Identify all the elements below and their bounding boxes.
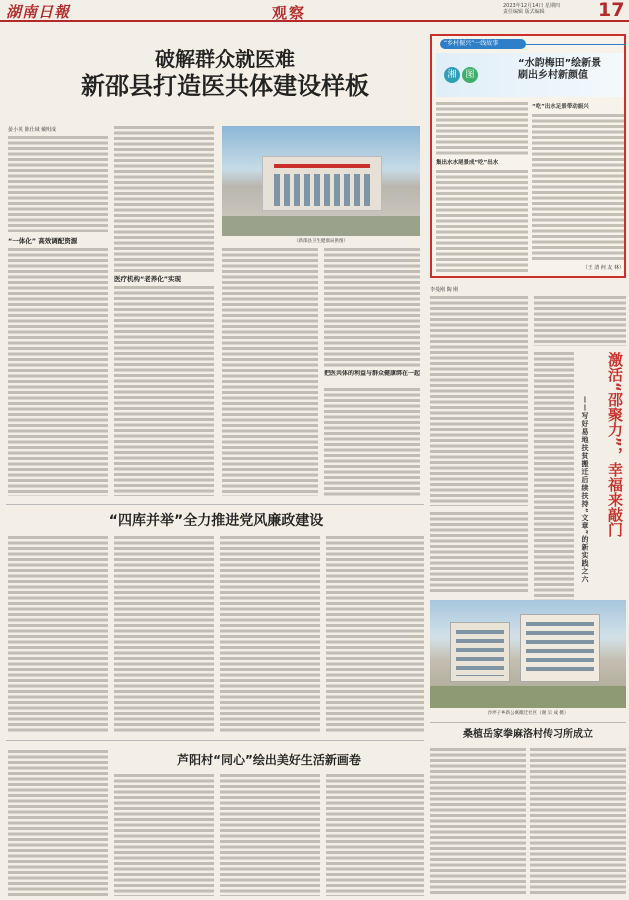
story1-text-col3 [222, 248, 318, 496]
feature-title [518, 58, 622, 82]
feature-title-line2: 刷出乡村新颜值 [518, 70, 588, 81]
story4-text-col3 [220, 774, 320, 896]
story2-text-col1 [430, 296, 528, 506]
issue-date: 2023年12月14日 星期四 [503, 3, 561, 9]
hospital-photo-caption: （新邵县卫生健康局供图） [294, 239, 348, 244]
feature-text-col2 [532, 114, 624, 262]
feature-text-col1 [436, 102, 528, 156]
story2-byline: 李曼刚 陶 刚 [430, 287, 459, 293]
hospital-photo [222, 126, 420, 236]
feature-box [430, 34, 626, 278]
section-name: 观察 [272, 4, 307, 22]
feature-circle-1: 湘 [444, 67, 460, 83]
story4-text-col2 [114, 774, 214, 896]
story3-text-col3 [220, 536, 320, 732]
story2-text-col1b [430, 512, 528, 594]
story1-text-col2 [114, 126, 214, 272]
relocation-photo-caption: 沙坪子乡新公寓搬迁社区（谢 宗 成 摄） [487, 711, 569, 716]
relocation-photo [430, 600, 626, 708]
newspaper-logo: 湖南日報 [6, 3, 71, 21]
story5-text-col1 [430, 748, 526, 896]
story5-title: 桑植岳家拳麻洛村传习所成立 [463, 729, 593, 740]
story4-title: 芦阳村“同心”绘出美好生活新画卷 [177, 753, 361, 767]
story1-title-line1: 破解群众就医难 [155, 47, 295, 71]
divider-2 [6, 740, 424, 741]
story3-title: “四库并举”全力推进党风廉政建设 [108, 513, 324, 529]
masthead [0, 0, 629, 22]
story1-subhead1: “一体化” 高效调配资源 [8, 237, 78, 245]
story3-text-col2 [114, 536, 214, 732]
story1-subhead2: 医疗机构“老养化”实现 [114, 275, 182, 283]
story2-text-col2 [534, 296, 626, 346]
story4-text-col4 [326, 774, 424, 896]
feature-title-line1: “水韵梅田”绘新景 [518, 58, 602, 69]
story1-text-col2b [114, 286, 214, 496]
story1-text-col1b [8, 248, 108, 496]
feature-author: （王 清 何 友 林） [582, 265, 624, 271]
story1-title-line2: 新邵县打造医共体建设样板 [81, 72, 369, 100]
story1-subhead3: 把医共体的利益与群众健康绑在一起 [324, 370, 420, 377]
issue-info [503, 3, 560, 15]
story5-text-col2 [530, 748, 626, 896]
story3-text-col1 [8, 536, 108, 732]
story4-text-col1 [8, 750, 108, 896]
feature-subhead2: 集出水水尾景成“吃”出水 [436, 160, 499, 166]
story2-title: 激活“邵聚力”，幸福来敲门 [606, 352, 624, 537]
feature-text-col1b [436, 170, 528, 274]
page-number: 17 [598, 0, 625, 21]
story2-vertical-subtitle: ——写好易地扶贫搬迁后续扶持“文章”的新实践之六 [581, 396, 589, 584]
story1-text-col4b [324, 388, 420, 496]
feature-subhead1: “吃”出水足景带动振兴 [532, 104, 589, 110]
story1-text-col4 [324, 248, 420, 368]
story1-byline: 晏小英 陈仕域 戴明成 [8, 127, 57, 133]
feature-circle-2: 图 [462, 67, 478, 83]
divider-3 [430, 722, 626, 723]
divider-1 [6, 504, 424, 505]
feature-tag: “乡村振兴”一线故事 [440, 39, 526, 49]
story1-text-col1 [8, 136, 108, 232]
story3-text-col4 [326, 536, 424, 732]
issue-editors: 责任编辑 版式编辑 [503, 9, 545, 15]
story2-text-col2b [534, 352, 574, 606]
